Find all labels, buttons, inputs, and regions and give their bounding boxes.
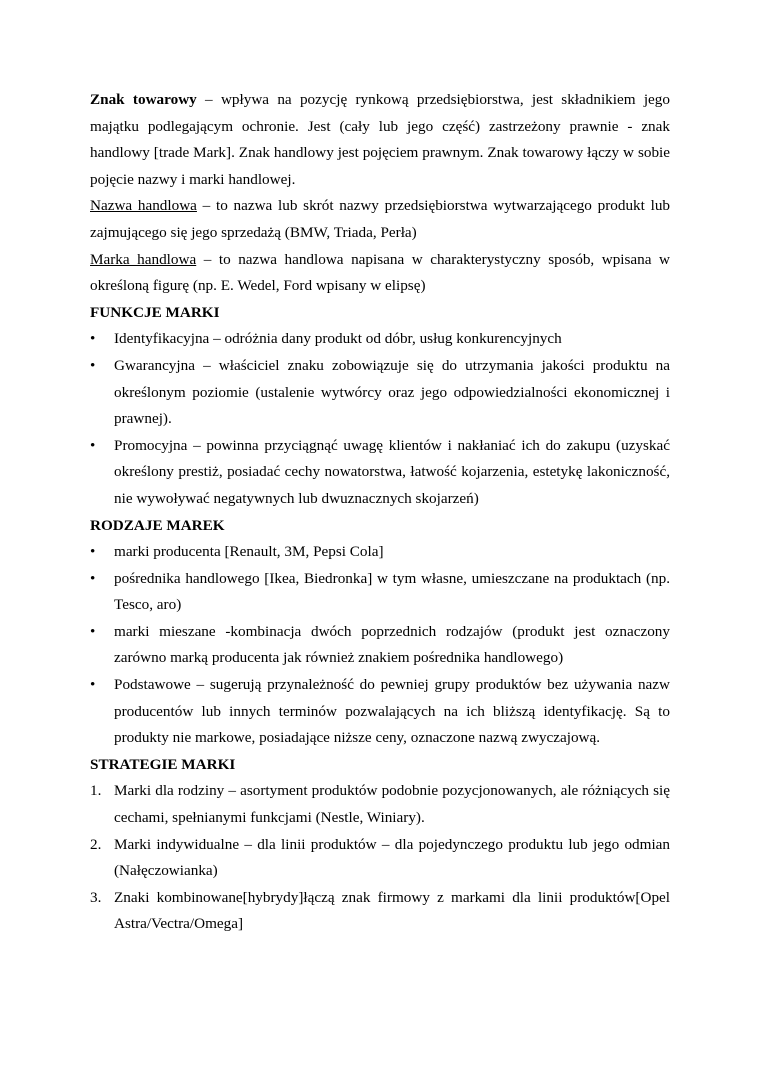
definition-nazwa-text: – to nazwa lub skrót nazwy przedsiębiorstwa wytwarzającego produkt lub zajmującego się jego sprzedażą (BMW, Triada, Perła) [90, 197, 671, 241]
list-item-text: Gwarancyjna – właściciel znaku zobowiązuje się do utrzymania jakości produktu na określonym poziomie (ustalenie wytwórcy oraz jego odpowiedzialności ekonomicznej i prawnej). [114, 356, 670, 428]
bullet-icon: • [90, 436, 96, 454]
list-item-text: pośrednika handlowego [Ikea, Biedronka] w tym własne, umieszczane na produktach (np. Tesco, aro) [114, 569, 670, 614]
list-item-text: Promocyjna – powinna przyciągnąć uwagę klientów i nakłaniać ich do zakupu (uzyskać określony prestiż, posiadać cechy nowatorstwa, łatwość kojarzenia, estetykę lakoniczność, nie wywoływać negatywnych lub dwuznacznych skojarzeń) [114, 436, 670, 507]
heading-strategie-marki: STRATEGIE MARKI [90, 755, 236, 773]
definition-marka-term: Marka handlowa [90, 250, 197, 268]
definition-nazwa-handlowa [90, 193, 670, 246]
list-item-text: Marki indywidualne – dla linii produktów – dla pojedynczego produktu lub jego odmian (Nałęczowianka) [114, 835, 670, 880]
bullet-icon: • [90, 330, 96, 348]
list-item [90, 672, 670, 752]
definition-marka-handlowa [90, 247, 670, 300]
list-item [90, 353, 670, 433]
list-item-text: Identyfikacyjna – odróżnia dany produkt od dóbr, usług konkurencyjnych [114, 330, 562, 348]
list-item [90, 326, 670, 353]
bullet-icon: • [90, 622, 96, 640]
list-item [90, 885, 670, 938]
funkcje-list [90, 326, 670, 512]
list-number: 3. [90, 888, 102, 906]
heading-rodzaje-marek: RODZAJE MAREK [90, 516, 225, 534]
bullet-icon: • [90, 356, 96, 374]
list-item [90, 778, 670, 831]
bullet-icon: • [90, 676, 96, 694]
list-item-text: marki mieszane -kombinacja dwóch poprzednich rodzajów (produkt jest oznaczony zarówno marką producenta jak również znakiem pośrednika handlowego) [114, 622, 670, 667]
list-item [90, 566, 670, 619]
list-item [90, 832, 670, 885]
bullet-icon: • [90, 569, 96, 587]
list-number: 2. [90, 835, 102, 853]
intro-term: Znak towarowy [90, 91, 197, 108]
list-item [90, 539, 670, 566]
definition-nazwa-term: Nazwa handlowa [90, 197, 197, 215]
list-item-text: Znaki kombinowane[hybrydy]łączą znak firmowy z markami dla linii produktów[Opel Astra/Vectra/Omega] [114, 888, 670, 933]
heading-funkcje-marki: FUNKCJE MARKI [90, 303, 220, 321]
bullet-icon: • [90, 543, 96, 561]
list-item [90, 433, 670, 513]
intro-paragraph [90, 87, 670, 193]
intro-text: – wpływa na pozycję rynkową przedsiębiorstwa, jest składnikiem jego majątku podlegającym ochronie. Jest (cały lub jego część) zastrzeżony prawnie - znak handlowy [trade Mark]. Znak handlowy jest pojęciem prawnym. Znak towarowy łączy w sobie pojęcie nazwy i marki handlowej. [90, 91, 670, 188]
list-item-text: Marki dla rodziny – asortyment produktów podobnie pozycjonowanych, ale różniących się cechami, spełnianymi funkcjami (Nestle, Winiary). [114, 782, 670, 827]
list-number: 1. [90, 782, 102, 800]
rodzaje-list [90, 539, 670, 752]
list-item-text: marki producenta [Renault, 3M, Pepsi Cola] [114, 543, 384, 561]
definition-marka-text: – to nazwa handlowa napisana w charakterystyczny sposób, wpisana w określoną figurę (np. E. Wedel, Ford wpisany w elipsę) [90, 250, 670, 295]
list-item-text: Podstawowe – sugerują przynależność do pewniej grupy produktów bez używania nazw producentów lub innych terminów pozwalających na ich bliższą identyfikację. Są to produkty nie markowe, posiadające niższe ceny, oznaczone nazwą zwyczajową. [114, 676, 670, 747]
document-page [90, 87, 670, 938]
strategie-list [90, 778, 670, 938]
list-item [90, 619, 670, 672]
